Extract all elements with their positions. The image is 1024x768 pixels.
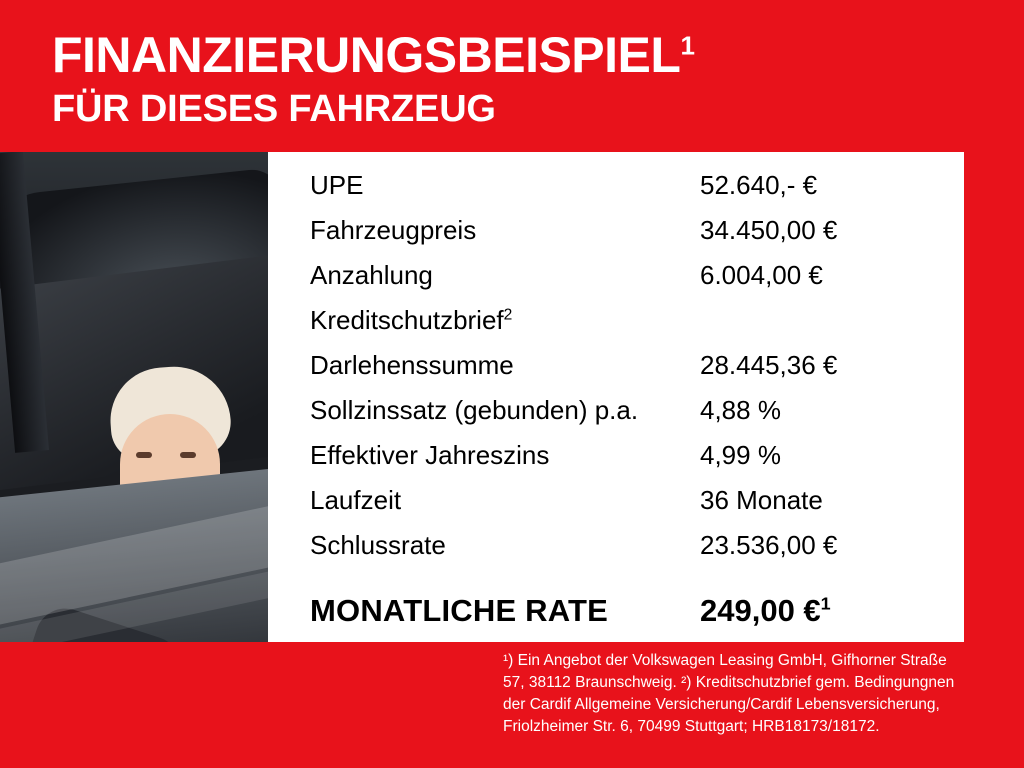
total-footnote-marker: 1 [820, 593, 831, 614]
row-label: Anzahlung [310, 260, 433, 290]
poster-header [0, 0, 1024, 152]
table-row [310, 170, 920, 215]
row-value: 4,99 % [700, 440, 781, 470]
table-row [310, 395, 920, 440]
legal-footnote [503, 650, 958, 738]
row-label: UPE [310, 170, 364, 200]
row-label: Effektiver Jahreszins [310, 440, 550, 470]
row-value: 52.640,- € [700, 170, 818, 200]
row-label: Fahrzeugpreis [310, 215, 477, 245]
total-value-text: 249,00 € [700, 593, 821, 628]
table-row [310, 350, 920, 395]
vehicle-photo [0, 152, 268, 642]
row-value: 6.004,00 € [700, 260, 823, 290]
table-row [310, 485, 920, 530]
table-row [310, 530, 920, 575]
headline-secondary: FÜR DIESES FAHRZEUG [52, 88, 496, 130]
total-value [700, 593, 831, 629]
row-label-text: Kreditschutzbrief [310, 305, 504, 335]
row-label: Schlussrate [310, 530, 446, 560]
row-value: 23.536,00 € [700, 530, 838, 560]
table-row [310, 440, 920, 485]
photo-person-eye-right [180, 452, 196, 458]
row-value: 28.445,36 € [700, 350, 838, 380]
row-value: 4,88 % [700, 395, 781, 425]
row-label: Laufzeit [310, 485, 402, 515]
row-label: Sollzinssatz (gebunden) p.a. [310, 395, 639, 425]
row-label-footnote-marker: 2 [503, 306, 513, 324]
photo-person-eye-left [136, 452, 152, 458]
table-row [310, 260, 920, 305]
total-label: MONATLICHE RATE [310, 593, 609, 628]
table-row [310, 215, 920, 260]
row-label: Darlehenssumme [310, 350, 514, 380]
row-value: 36 Monate [700, 485, 823, 515]
row-label [310, 305, 700, 336]
table-row [310, 305, 920, 350]
table-row-total [310, 583, 920, 639]
headline-primary-text: FINANZIERUNGSBEISPIEL [52, 27, 681, 83]
finance-table [268, 170, 964, 639]
headline-primary-footnote-marker: 1 [680, 30, 695, 61]
finance-table-panel [268, 152, 964, 642]
row-value: 34.450,00 € [700, 215, 838, 245]
legal-footnote-text: ¹) Ein Angebot der Volkswagen Leasing GmbH, Gifhorner Straße 57, 38112 Braunschweig. ²) Kreditschutzbrief gem. Bedingungnen der Cardif Allgemeine Versicherung/Cardif Lebensversicherung, Friolzheimer Str. 6, 70499 Stuttgart; HRB18173/18172. [503, 652, 955, 735]
headline-primary [52, 27, 1024, 83]
